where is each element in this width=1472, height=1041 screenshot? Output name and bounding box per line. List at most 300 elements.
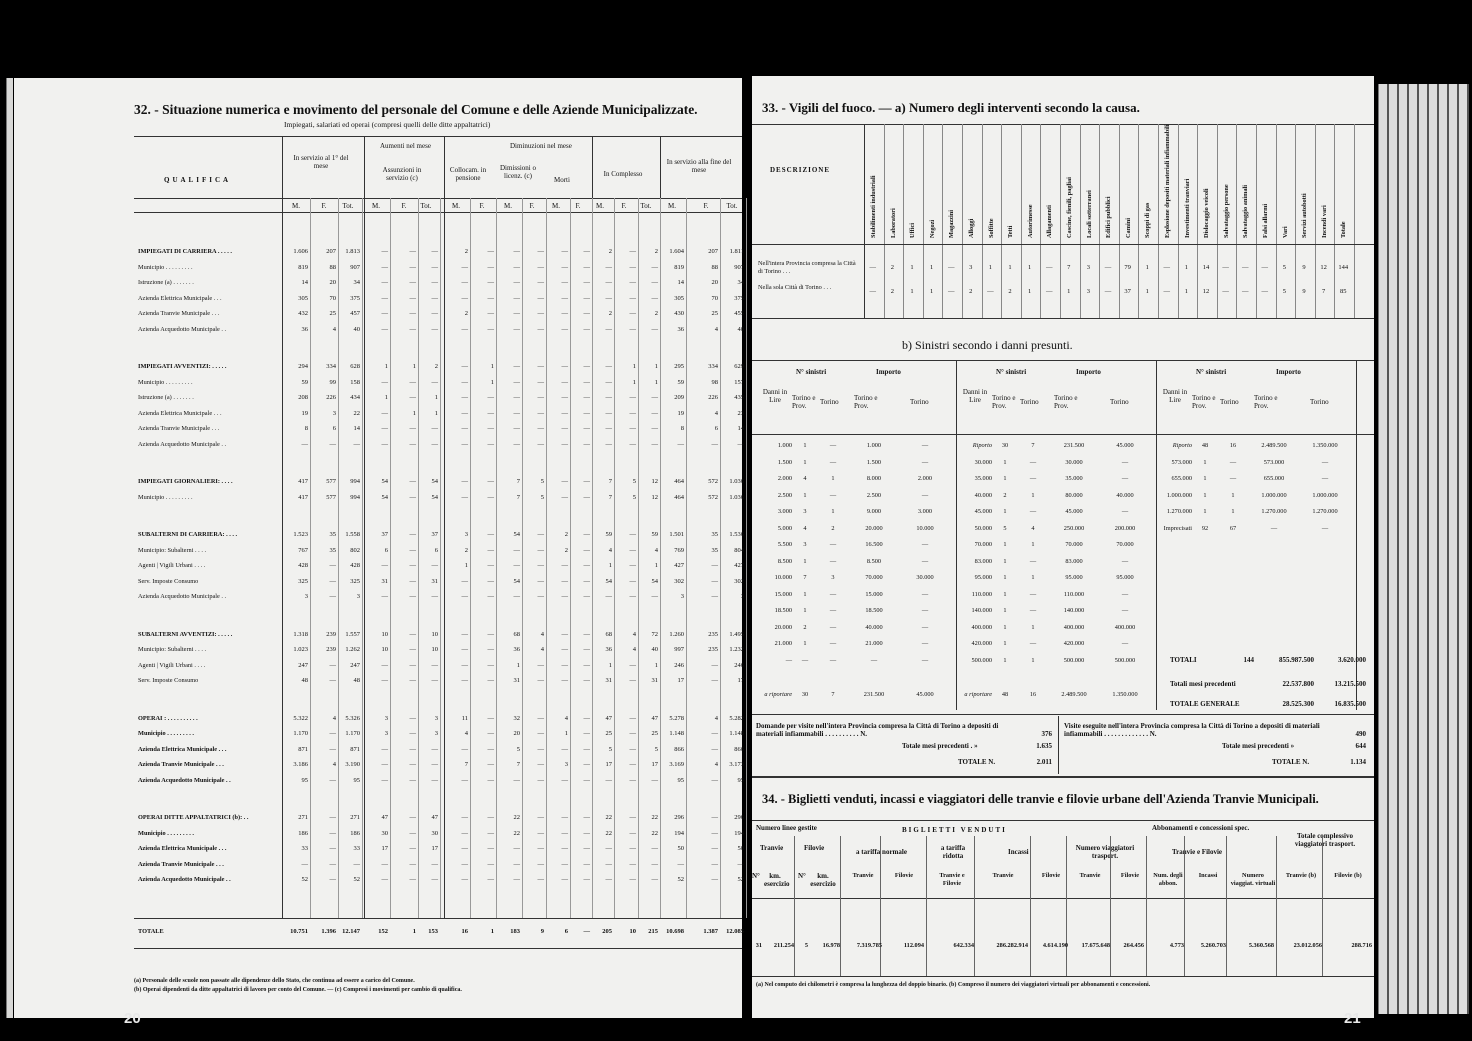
cause-header: Stabilimenti industriali (870, 175, 877, 238)
table-cell: 1 (1203, 491, 1207, 499)
cause-header: Laboratori (889, 208, 897, 238)
table-cell: — (461, 630, 468, 638)
table-cell: — (381, 860, 388, 868)
table-cell: — (561, 677, 568, 684)
table-cell: 35.000 (974, 475, 992, 482)
table-cell: — (921, 541, 929, 548)
table-cell: 5 (608, 745, 612, 753)
table-cell: — (513, 860, 520, 868)
tranvie-header: Tranvie (760, 844, 784, 852)
cause-header: Salvataggio animali (1242, 184, 1250, 238)
table-cell: — (629, 425, 636, 432)
table-cell: 52 (737, 876, 744, 883)
table-cell: — (431, 248, 438, 255)
table-cell: Riporto (972, 442, 992, 449)
table-cell: 15.000 (774, 590, 792, 598)
table-cell: — (431, 263, 438, 271)
table-cell: — (537, 562, 544, 569)
table-cell: — (629, 546, 636, 554)
table-cell: — (711, 730, 718, 737)
table-cell: — (921, 656, 929, 664)
table-cell: 98 (711, 378, 718, 386)
table-cell: 1.270.000 (1312, 508, 1338, 515)
table-cell: — (487, 294, 494, 302)
sub-header-cell: M. (596, 202, 604, 210)
table-cell: — (431, 325, 438, 333)
table-cell: — (561, 776, 568, 784)
cause-header: Autorimesse (1026, 204, 1034, 238)
table-cell: 2 (608, 248, 612, 255)
table-cell: 994 (350, 478, 360, 485)
table-cell: 208 (298, 394, 308, 401)
table-cell: Riporto (1172, 442, 1192, 449)
table-cell: — (583, 562, 590, 569)
row-label: Azienda Acquedotto Municipale . . (138, 776, 231, 784)
table-cell: — (461, 776, 468, 784)
visite-prec-label: Totale mesi precedenti » (1222, 742, 1295, 750)
table-cell: 907 (734, 263, 744, 271)
table-cell: — (629, 845, 636, 852)
table-cell: 52 (677, 876, 684, 883)
page-number-right: 21 (1344, 1010, 1361, 1027)
table-cell: — (461, 440, 468, 448)
table-cell: 52 (353, 876, 360, 883)
table-cell: 296 (734, 814, 744, 821)
table-cell: — (537, 440, 544, 448)
table-cell: — (829, 607, 837, 614)
table-cell: — (1121, 607, 1129, 614)
table-cell: — (629, 730, 636, 737)
sub-header-cell: M. (668, 202, 676, 210)
table-cell: — (711, 661, 718, 669)
table-34-title: 34. - Biglietti venduti, incassi e viaggiatori delle tranvie e filovie urbane dell'Azienda Tranvie Municipali. (762, 792, 1319, 806)
row-divider (752, 434, 1374, 435)
row-label: Municipio: Subalterni . . . . (138, 546, 207, 554)
table-cell: — (583, 394, 590, 401)
table-cell: 5 (632, 478, 636, 485)
table-cell: 235 (708, 630, 718, 638)
table-cell: 8 (680, 425, 684, 432)
table-cell: 1 (1203, 458, 1207, 466)
column-divider (390, 198, 391, 918)
table-cell: — (409, 310, 416, 317)
table-cell: 375 (350, 294, 360, 302)
torino-header: Torino (1220, 398, 1239, 406)
abbonamenti-header: Abbonamenti e concessioni spec. (1152, 824, 1250, 832)
table-cell: — (561, 829, 568, 837)
table-cell: — (629, 394, 636, 401)
tranvie-filovie-header: Tranvie e Filovie (1172, 848, 1223, 856)
numero-viagg-header: Numero viaggiatori trasport. (1075, 844, 1135, 860)
totale-complessivo-header: Totale complessivo viaggiatori trasport. (1294, 832, 1356, 848)
table-cell: 9 (1302, 264, 1306, 271)
table-cell: 157 (734, 378, 744, 386)
table-cell: — (513, 394, 520, 401)
table-cell: 47 (651, 714, 658, 722)
table-cell: 7 (831, 691, 835, 698)
table-cell: — (431, 310, 438, 317)
table-cell: 70.000 (974, 541, 992, 548)
table-cell: 183 (510, 928, 520, 935)
right-page (752, 76, 1374, 1018)
table-cell: 37 (1124, 288, 1131, 295)
table-cell: 68 (513, 630, 520, 638)
table-cell: — (513, 363, 520, 370)
table-cell: 32 (513, 714, 520, 722)
table-cell: — (987, 288, 994, 295)
table-cell: 30.000 (974, 458, 992, 466)
table-cell: 1.500 (866, 458, 882, 466)
table-cell: 54 (651, 577, 658, 585)
table-cell: 434 (350, 394, 360, 401)
table-cell: — (461, 829, 468, 837)
diminuzioni-header: Diminuzioni nel mese (510, 142, 572, 150)
row-label: Azienda Elettrica Municipale . . . (138, 845, 227, 852)
table-cell: 1.350.000 (1112, 691, 1138, 698)
sub-header-cell: Tot. (342, 202, 354, 210)
table-cell: — (1121, 590, 1129, 598)
table-cell: — (605, 440, 612, 448)
filovie-header: Filovie (804, 844, 825, 852)
table-cell: 95 (737, 776, 744, 784)
table-cell: — (583, 876, 590, 883)
table-cell: 246 (734, 661, 744, 669)
table-cell: 3 (680, 593, 684, 600)
table-cell: 420.000 (1063, 640, 1085, 647)
column-divider (338, 198, 339, 918)
table-cell: 48 (301, 677, 308, 684)
table-cell: 1 (412, 928, 416, 935)
table-cell: 207 (326, 248, 336, 255)
table-cell: — (537, 776, 544, 784)
table-cell: — (537, 531, 544, 538)
table-cell: — (1029, 508, 1037, 515)
table-cell: 23 (737, 409, 744, 417)
table-cell: 15.000 (865, 590, 883, 598)
table-cell: 17 (605, 761, 612, 768)
table-cell: 215 (648, 928, 658, 935)
table-cell: 2.489.500 (1261, 442, 1287, 449)
table-cell: 1 (608, 562, 612, 569)
table-cell: 95.000 (1065, 574, 1083, 581)
table-cell: — (711, 593, 718, 600)
cause-header: Falsi allarmi (1262, 203, 1269, 238)
table-cell: — (829, 541, 837, 548)
table-cell: 3.190 (345, 761, 360, 768)
table-cell: 10 (381, 646, 388, 653)
table-cell: 33 (353, 845, 360, 852)
table-cell: 17 (431, 845, 438, 852)
row-label: Azienda Tranvie Municipale . . . (138, 310, 220, 317)
n-header: N° (798, 872, 806, 880)
table-cell: 37 (431, 531, 438, 538)
table-cell: 1 (929, 264, 934, 271)
table-cell: 20.000 (774, 623, 792, 631)
table-cell: 1 (803, 590, 807, 598)
table-cell: 767 (298, 546, 308, 554)
table-cell: 500.000 (1114, 656, 1136, 664)
column-divider (1066, 836, 1067, 976)
table-cell: 7 (1031, 442, 1035, 449)
table-cell: — (737, 440, 744, 448)
row-label: Agenti | Vigili Urbani . . . . (138, 562, 206, 569)
table-cell: 22 (353, 409, 360, 417)
table-cell: — (431, 294, 438, 302)
table-cell: 231.500 (1063, 442, 1085, 449)
table-cell: 68 (605, 630, 612, 638)
table-cell: 4 (332, 761, 336, 768)
sub-header-cell: Tot. (640, 202, 652, 210)
table-cell: 1.811 (729, 248, 744, 255)
row-divider (752, 714, 1374, 715)
table-cell: — (677, 860, 684, 868)
row-label: OPERAI : . . . . . . . . . . (138, 714, 198, 722)
table-cell: — (1029, 607, 1037, 614)
row-label: Azienda Elettrica Municipale . . . (138, 409, 222, 417)
table-cell: — (583, 478, 590, 485)
table-cell: — (561, 425, 568, 432)
table-cell: 2.500 (777, 491, 792, 499)
table-cell: — (513, 425, 520, 432)
table-cell: 4 (608, 546, 612, 554)
table-cell: — (461, 279, 468, 286)
table-cell: — (1121, 640, 1129, 647)
table-cell: 40.000 (865, 623, 883, 631)
table-cell: 18.500 (774, 607, 792, 614)
table-cell: 802 (350, 546, 360, 554)
row-label: Azienda Tranvie Municipale . . . (138, 425, 220, 432)
table-cell: — (869, 288, 877, 295)
table-cell: 23.012.056 (1293, 942, 1322, 949)
table-cell: — (921, 442, 929, 449)
table-cell: 420.000 (971, 640, 992, 647)
table-cell: — (1163, 264, 1171, 271)
table-cell: — (409, 562, 416, 569)
row-label: TOTALE (138, 928, 164, 935)
sub-header-cell: Tot. (726, 202, 738, 210)
table-cell: 1 (803, 640, 807, 647)
table-cell: 54 (381, 493, 388, 501)
table-cell: 5 (804, 942, 808, 949)
table-cell: — (583, 730, 590, 737)
table-cell: 35.000 (1065, 475, 1083, 482)
row-label: Azienda Tranvie Municipale . . . (138, 761, 224, 768)
table-cell: 22 (605, 814, 612, 821)
table-cell: 1.557 (345, 630, 360, 638)
table-cell: 3.000 (777, 508, 792, 515)
table-cell: — (409, 714, 416, 722)
table-cell: 59 (301, 378, 308, 386)
table-cell: 1.500 (777, 458, 792, 466)
table-cell: 997 (674, 646, 684, 653)
table-cell: 1.270.000 (1261, 508, 1287, 515)
table-cell: — (329, 440, 336, 448)
table-cell: — (711, 829, 718, 837)
column-divider (522, 198, 523, 918)
table-cell: 207 (708, 248, 718, 255)
table-cell: 1.232 (729, 646, 744, 653)
sub-header-cell: Tranvie e Filovie (939, 872, 965, 887)
table-cell: — (513, 845, 520, 852)
table-cell: 59 (651, 531, 658, 538)
table-cell: 432 (298, 310, 308, 317)
totals-cell: 144 (1243, 656, 1254, 664)
table-cell: — (561, 661, 568, 669)
table-cell: 3.186 (293, 761, 308, 768)
table-cell: — (461, 478, 468, 485)
table-cell: 1 (910, 288, 914, 295)
table-cell: — (329, 860, 336, 868)
table-cell: — (869, 264, 877, 271)
table-cell: 1 (1003, 607, 1007, 614)
table-cell: — (461, 378, 468, 386)
table-cell: — (409, 378, 416, 386)
table-cell: — (409, 394, 416, 401)
table-cell: — (1029, 640, 1037, 647)
table-cell: — (329, 661, 336, 669)
table-cell: 10.000 (916, 524, 934, 532)
table-cell: 8 (304, 425, 308, 432)
table-cell: 67 (1229, 524, 1237, 532)
table-cell: 577 (326, 493, 336, 501)
table-cell: 4 (803, 524, 807, 532)
table-cell: — (651, 325, 658, 333)
table-cell: — (409, 294, 416, 302)
table-cell: — (829, 491, 837, 499)
table-cell: — (381, 440, 388, 448)
table-cell: 10 (381, 630, 388, 638)
table-cell: — (381, 745, 388, 753)
table-cell: 6 (384, 546, 388, 554)
table-cell: — (711, 677, 718, 684)
table-cell: 573.000 (1171, 458, 1192, 466)
table-cell: — (1321, 475, 1329, 482)
cause-header: Totale (1340, 221, 1348, 238)
row-label: IMPIEGATI DI CARRIERA . . . . . (138, 248, 232, 255)
row-label: Municipio: Subalterni . . . . (138, 646, 207, 653)
domande-total-label: TOTALE N. (958, 758, 996, 766)
table-cell: — (381, 677, 388, 684)
row-label: Azienda Acquedotto Municipale . . (138, 440, 227, 448)
table-cell: — (513, 776, 520, 784)
table-cell: — (513, 310, 520, 317)
table-cell: 1 (654, 661, 658, 669)
morti-header: Morti (554, 176, 570, 184)
table-cell: — (301, 860, 308, 868)
table-cell: 1 (654, 363, 658, 370)
table-cell: 4 (714, 409, 718, 417)
table-cell: 12 (651, 493, 658, 501)
table-cell: — (1045, 264, 1053, 271)
column-divider (1030, 836, 1031, 976)
table-cell: — (583, 829, 590, 837)
table-cell: — (487, 478, 494, 485)
table-cell: 1 (1008, 264, 1012, 271)
page-edges-right (1378, 84, 1469, 1014)
table-cell: 247 (298, 661, 308, 669)
table-cell: — (561, 363, 568, 370)
table-cell: 30 (1001, 442, 1009, 449)
table-cell: — (381, 409, 388, 417)
table-cell: 31 (381, 577, 388, 585)
table-cell: 2 (890, 264, 895, 271)
cause-header: Scoppi di gas (1144, 202, 1152, 238)
cause-header: Edifici pubblici (1105, 196, 1113, 238)
table-cell: 31 (605, 677, 612, 684)
table-cell: — (651, 845, 658, 852)
table-cell: 47 (605, 714, 612, 722)
table-cell: 5.326 (345, 714, 360, 722)
table-cell: 804 (734, 546, 744, 554)
table-cell: 2 (654, 248, 658, 255)
table-cell: 95 (677, 776, 684, 784)
table-cell: 36 (513, 646, 520, 653)
table-cell: — (583, 294, 590, 302)
table-cell: 3 (1086, 288, 1091, 295)
table-cell: — (651, 593, 658, 600)
table-cell: 9 (540, 928, 544, 935)
table-cell: — (605, 860, 612, 868)
table-cell: 2 (608, 310, 612, 317)
table-cell: — (561, 562, 568, 569)
row-label: Azienda Tranvie Municipale . . . (138, 860, 224, 868)
table-cell: — (461, 677, 468, 684)
table-cell: — (409, 279, 416, 286)
table-cell: 1.558 (345, 531, 360, 538)
table-cell: — (629, 409, 636, 417)
table-cell: — (583, 761, 590, 768)
table-cell: — (487, 845, 494, 852)
sub-header-cell: F. (401, 202, 407, 210)
table-cell: 1.270.000 (1166, 508, 1192, 515)
table-cell: 194 (674, 829, 684, 837)
sub-header-cell: M. (452, 202, 460, 210)
table-cell: — (461, 263, 468, 271)
cause-header: Incendi vari (1320, 205, 1328, 238)
sub-header-cell: Filovie (1041, 872, 1061, 879)
table-cell: 16.500 (865, 541, 883, 548)
torino-header: Torino (1020, 398, 1039, 406)
table-cell: 5.322 (293, 714, 308, 722)
table-cell: — (605, 876, 612, 883)
table-cell: — (431, 745, 438, 753)
table-cell: 83.000 (1065, 557, 1083, 565)
table-cell: — (921, 557, 929, 565)
table-cell: 19 (301, 409, 308, 417)
table-cell: 4 (540, 646, 544, 653)
table-cell: 50 (737, 845, 744, 852)
column-divider (880, 836, 881, 976)
table-cell: — (1104, 288, 1112, 295)
row-divider (752, 976, 1374, 977)
table-cell: 1.536 (729, 531, 744, 538)
table-cell: — (829, 656, 837, 664)
table-cell: 1 (1231, 491, 1235, 499)
table-cell: — (461, 425, 468, 432)
table-cell: 994 (350, 493, 360, 501)
page-edges-left (6, 78, 13, 1018)
table-cell: — (381, 279, 388, 286)
table-cell: — (537, 325, 544, 333)
table-cell: — (329, 593, 336, 600)
cause-header: Esplosione depositi materiali infiammabili (1164, 124, 1171, 238)
table-cell: 1 (1184, 288, 1189, 295)
table-cell: — (381, 310, 388, 317)
table-cell: — (583, 363, 590, 370)
table-cell: — (629, 876, 636, 883)
left-page (14, 78, 742, 1018)
tariffa-ridotta-header: a tariffa ridotta (940, 844, 966, 860)
